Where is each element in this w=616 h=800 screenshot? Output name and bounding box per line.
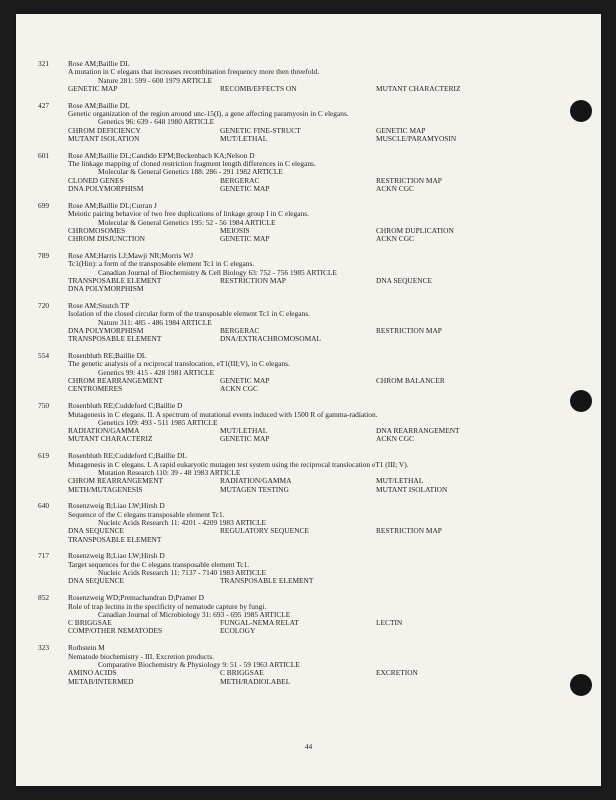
entry-authors: Rose AM;Baillie DL: [68, 100, 130, 110]
entry-authors: Rose AM;Harris LJ;Mawji NR;Morris WJ: [68, 251, 194, 261]
keyword: RESTRICTION MAP: [376, 325, 442, 335]
bibliography-entry: [38, 552, 586, 585]
keyword: LECTIN: [376, 618, 403, 628]
entry-title: Nematode biochemistry - III. Excretion products.: [68, 651, 214, 661]
keyword: RESTRICTION MAP: [376, 526, 442, 536]
entry-number: 720: [38, 301, 50, 311]
keyword: DNA SEQUENCE: [376, 275, 433, 285]
entry-number: 717: [38, 551, 50, 561]
entry-title: Meiotic pairing behavior of two free duplications of linkage group I in C elegans.: [68, 209, 309, 219]
keyword: CHROM BALANCER: [376, 376, 445, 386]
keyword: EXCRETION: [376, 668, 418, 678]
entry-authors: Rosenzweig B;Liao LW;Hirsh D: [68, 501, 165, 511]
entry-authors: Rose AM;Baillie DL;Candido EPM;Beckenbach KA;Nelson D: [68, 150, 255, 160]
bibliography-entry: [38, 152, 586, 193]
keyword: ECOLOGY: [220, 626, 256, 636]
entry-authors: Rothstein M: [68, 643, 105, 653]
entry-source: Genetics 109: 493 - 511 1985 ARTICLE: [98, 417, 218, 427]
entry-number: 554: [38, 351, 50, 361]
entry-number: 789: [38, 251, 50, 261]
entry-title: Role of trap lectins in the specificity of nematode capture by fungi.: [68, 601, 267, 611]
keyword: CHROM DISJUNCTION: [68, 234, 145, 244]
entry-keywords: [68, 127, 586, 144]
entry-source: Molecular & General Genetics 195: 52 - 56 1984 ARTICLE: [98, 217, 276, 227]
entry-authors: Rosenzweig B;Liao LW;Hirsh D: [68, 551, 165, 561]
keyword: MUTAGEN TESTING: [220, 484, 289, 494]
keyword: TRANSPOSABLE ELEMENT: [68, 534, 162, 544]
keyword: ACKN CGC: [376, 184, 414, 194]
entry-title: Mutagenesis in C elegans. II. A spectrum of mutational events induced with 1500 R of gamma-radiation.: [68, 409, 378, 419]
keyword: DNA POLYMORPHISM: [68, 184, 144, 194]
keyword: TRANSPOSABLE ELEMENT: [220, 576, 314, 586]
entry-authors: Rosenzweig WD;Premachandran D;Pramer D: [68, 593, 204, 603]
keyword: MUT/LETHAL: [376, 476, 424, 486]
keyword: CENTROMERES: [68, 384, 123, 394]
entry-number: 852: [38, 593, 50, 603]
entry-number: 699: [38, 200, 50, 210]
entry-authors: Rosenbluth RE;Cuddeford C;Baillie DL: [68, 451, 187, 461]
bibliography-entry: [38, 102, 586, 143]
keyword: RADIATION/GAMMA: [220, 476, 292, 486]
entry-authors: Rose AM;Baillie DL;Curran J: [68, 200, 157, 210]
keyword: CHROM DEFICIENCY: [68, 125, 141, 135]
entry-keywords: [68, 619, 586, 636]
entry-keywords: [68, 277, 586, 294]
keyword: ACKN CGC: [376, 234, 414, 244]
bibliography-entry: [38, 594, 586, 635]
keyword: BERGERAC: [220, 325, 260, 335]
entry-source: Molecular & General Genetics 188: 286 - 291 1982 ARTICLE: [98, 167, 283, 177]
entry-keywords: [68, 477, 586, 494]
keyword: CHROMOSOMES: [68, 225, 126, 235]
keyword: ACKN CGC: [376, 434, 414, 444]
keyword: TRANSPOSABLE ELEMENT: [68, 275, 162, 285]
entry-keywords: [68, 527, 586, 544]
keyword: MUTANT ISOLATION: [376, 484, 448, 494]
bibliography-entry: [38, 452, 586, 493]
keyword: MUT/LETHAL: [220, 426, 268, 436]
keyword: AMINO ACIDS: [68, 668, 117, 678]
bibliography-entry: [38, 644, 586, 685]
page-number: 44: [304, 742, 313, 751]
keyword: C BRIGGSAE: [68, 618, 112, 628]
entry-title: Genetic organization of the region around unc-15(I), a gene affecting paramyosin in C elegans.: [68, 109, 349, 119]
entry-source: Nucleic Acids Research 11: 4201 - 4209 1983 ARTICLE: [98, 518, 267, 527]
keyword: RESTRICTION MAP: [376, 175, 442, 185]
keyword: MUSCLE/PARAMYOSIN: [376, 133, 457, 143]
entry-authors: Rosenbluth RE;Cuddeford C;Baillie D: [68, 401, 183, 411]
bibliography-entry: [38, 302, 586, 343]
keyword: GENETIC MAP: [220, 184, 270, 194]
bibliography-entry: [38, 60, 586, 93]
keyword: COMP/OTHER NEMATODES: [68, 626, 163, 636]
keyword: DNA SEQUENCE: [68, 526, 125, 536]
entry-title: The linkage mapping of cloned restriction fragment length differences in C elegans.: [68, 159, 316, 169]
entry-keywords: [68, 227, 586, 244]
keyword: METAB/INTERMED: [68, 676, 134, 686]
keyword: CHROM REARRANGEMENT: [68, 476, 164, 486]
entry-title: The genetic analysis of a reciprocal translocation, eT1(III;V), in C elegans.: [68, 359, 290, 369]
bibliography-list: [38, 60, 586, 694]
entry-source: Canadian Journal of Microbiology 31: 693 - 695 1985 ARTICLE: [98, 609, 291, 619]
keyword: DNA/EXTRACHROMOSOMAL: [220, 334, 322, 344]
keyword: GENETIC MAP: [220, 234, 270, 244]
entry-title: A mutation in C elegans that increases recombination frequency more then threefold.: [68, 67, 320, 77]
keyword: DNA POLYMORPHISM: [68, 325, 144, 335]
entry-source: Canadian Journal of Biochemistry & Cell Biology 63: 752 - 756 1985 ARTICLE: [98, 267, 337, 277]
keyword: METH/RADIOLABEL: [220, 676, 291, 686]
entry-number: 323: [38, 643, 50, 653]
keyword: RECOMB/EFFECTS ON: [220, 83, 297, 93]
keyword: BERGERAC: [220, 175, 260, 185]
entry-authors: Rosenbluth RE;Baillie DL: [68, 351, 147, 361]
entry-keywords: [68, 577, 586, 585]
entry-title: Target sequences for the C elegans transposable element Tc1.: [68, 559, 250, 569]
keyword: CHROM DUPLICATION: [376, 225, 454, 235]
entry-keywords: [68, 377, 586, 394]
keyword: GENETIC FINE-STRUCT: [220, 125, 301, 135]
entry-number: 601: [38, 150, 50, 160]
document-page: [16, 14, 601, 786]
keyword: METH/MUTAGENESIS: [68, 484, 143, 494]
entry-number: 321: [38, 59, 50, 68]
keyword: DNA SEQUENCE: [68, 576, 125, 586]
entry-source: Nucleic Acids Research 11: 7137 - 7140 1983 ARTICLE: [98, 568, 267, 578]
keyword: MUT/LETHAL: [220, 133, 268, 143]
entry-keywords: [68, 85, 586, 93]
entry-keywords: [68, 177, 586, 194]
entry-authors: Rose AM;Baillie DL: [68, 59, 130, 68]
keyword: CLONED GENES: [68, 175, 124, 185]
entry-number: 427: [38, 100, 50, 110]
entry-title: Sequence of the C elegans transposable element Tc1.: [68, 509, 225, 519]
bibliography-entry: [38, 252, 586, 293]
keyword: DNA REARRANGEMENT: [376, 426, 460, 436]
entry-title: Tc1(Hin): a form of the transposable element Tc1 in C elegans.: [68, 259, 255, 269]
keyword: MUTANT ISOLATION: [68, 133, 140, 143]
entry-keywords: [68, 669, 586, 686]
entry-number: 640: [38, 501, 50, 511]
entry-number: 619: [38, 451, 50, 461]
entry-number: 750: [38, 401, 50, 411]
keyword: RADIATION/GAMMA: [68, 426, 140, 436]
keyword: ACKN CGC: [220, 384, 258, 394]
keyword: GENETIC MAP: [376, 125, 426, 135]
entry-title: Isolation of the closed circular form of the transposable element Tc1 in C elegans.: [68, 309, 310, 319]
bibliography-entry: [38, 352, 586, 393]
keyword: RESTRICTION MAP: [220, 275, 286, 285]
entry-source: Genetics 96: 639 - 648 1980 ARTICLE: [98, 117, 215, 127]
entry-title: Mutagenesis in C elegans. I. A rapid eukaryotic mutagen test system using the reciprocal translocation eT1 (III; V).: [68, 459, 409, 469]
keyword: GENETIC MAP: [68, 83, 118, 93]
bibliography-entry: [38, 402, 586, 443]
keyword: REGULATORY SEQUENCE: [220, 526, 309, 536]
entry-authors: Rose AM;Snutch TP: [68, 301, 130, 311]
keyword: MUTANT CHARACTERIZ: [68, 434, 153, 444]
keyword: DNA POLYMORPHISM: [68, 284, 144, 294]
keyword: C BRIGGSAE: [220, 668, 264, 678]
keyword: CHROM REARRANGEMENT: [68, 376, 164, 386]
keyword: MEIOSIS: [220, 225, 250, 235]
bibliography-entry: [38, 502, 586, 543]
keyword: MUTANT CHARACTERIZ: [376, 83, 461, 93]
keyword: GENETIC MAP: [220, 376, 270, 386]
entry-source: Comparative Biochemistry & Physiology 9: 51 - 59 1963 ARTICLE: [98, 659, 300, 669]
keyword: FUNGAL-NEMA RELAT: [220, 618, 299, 628]
keyword: TRANSPOSABLE ELEMENT: [68, 334, 162, 344]
entry-source: Nature 281: 599 - 600 1979 ARTICLE: [98, 75, 213, 85]
entry-keywords: [68, 427, 586, 444]
entry-source: Mutation Research 110: 39 - 48 1983 ARTICLE: [98, 467, 241, 477]
entry-source: Genetics 99: 415 - 428 1981 ARTICLE: [98, 367, 215, 377]
entry-source: Nature 311: 485 - 486 1984 ARTICLE: [98, 317, 212, 327]
bibliography-entry: [38, 202, 586, 243]
keyword: GENETIC MAP: [220, 434, 270, 444]
entry-keywords: [68, 327, 586, 344]
